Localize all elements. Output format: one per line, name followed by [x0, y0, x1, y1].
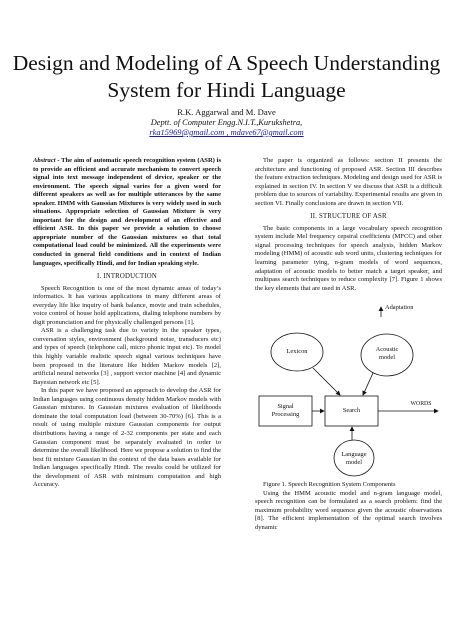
- lexicon-to-search-arrow: [313, 368, 340, 395]
- right-column: [255, 157, 442, 532]
- signal-processing-label: [259, 403, 312, 418]
- abstract-body: The aim of automatic speech recognition system (ASR) is to provide an efficient and accurate mechanism to convert speech signal into text message independent of device, speaker or the environment. The speech signal varies for a given word for different speakers as well as for multiple utterances by the same speaker. HMM with Gaussian Mixtures is very widely used in such situations. Appropriate selection of Gaussian Mixture is very important for the design and development of an effective and efficient ASR. In this paper we provide a solution to choose appropriate number of the Gaussian mixtures so that total computational load could be minimized. All the experiments were conducted in general field conditions and in context of Indian languages, specifically Hindi, and for Indian speaking style.: [33, 157, 221, 267]
- search-paragraph: Using the HMM acoustic model and n-gram language model, speech recognition can be formulated as a search problem: find the maximum probability word sequence given the acoustic observations [8]. The efficient implementation of the optimal search involves dynamic: [255, 489, 442, 531]
- author-names: R.K. Aggarwal and M. Dave: [177, 107, 276, 117]
- acoustic-to-search-arrow: [363, 373, 373, 395]
- acoustic-model-label: [361, 346, 413, 361]
- intro-paragraph-2: ASR is a challenging task due to variety in the speaker types, conversation styles, environment (background noise, transducers etc) and types of speech (telephone call, micro phonic input etc). To model this highly variable realistic speech signal various techniques have been proposed in the literature like hidden Markov models [2], artificial neural networks [3] , support vector machine [4] and dynamic Bayesian network etc [5].: [33, 327, 221, 386]
- organization-paragraph: The paper is organized as follows: section II presents the architecture and functioning of proposed ASR. Section III describes the feature extraction techniques. Modeling and design used for ASR is explained in section IV. In section V we discuss that ASR is a difficult problem due to sources of variability. Experimental results are given in section VI. Finally conclusions are drawn in section VII.: [255, 157, 442, 207]
- words-label: WORDS: [410, 401, 432, 408]
- acoustic-model-label-line1: Acoustic: [375, 346, 399, 354]
- signal-processing-label-line1: Signal: [277, 403, 294, 411]
- intro-paragraph-3: In this paper we have proposed an approach to develop the ASR for Indian languages using continuous density hidden Markov models with Gaussian mixtures. In Gaussian mixtures evaluation of likelihoods dominate the total computation load (between 30-70%) [6]. This is a result of using multiple mixture Gaussian components for output distributions having a range of 2-32 components per state and each Gaussian component must be separately evaluated in order to determine the overall likelihood. Here we propose a solution to find the best fit mixture Gaussian in the context of the data bases available for Indian languages specifically Hindi. The results could be utilized for the development of ASR with minimum computation and high Accuracy.: [33, 387, 221, 489]
- language-model-label-line1: Language: [341, 451, 367, 459]
- section-heading-introduction: I. INTRODUCTION: [96, 273, 157, 281]
- left-column: [33, 157, 221, 490]
- intro-paragraph-1: Speech Recognition is one of the most dynamic areas of today’s informatics. It has various applications in many different areas of everyday life like inquiry of bank balance, movie and train schedules, voice control of house hold applications, dialing telephone numbers by digit pronunciation and for physically challenged persons [1].: [33, 284, 221, 326]
- figure-caption: Figure 1. Speech Recognition System Components: [263, 481, 396, 489]
- author-emails[interactable]: rka15969@gmail.com , mdave67@gmail.com: [149, 128, 304, 137]
- section-heading-structure: II. STRUCTURE OF ASR: [310, 213, 387, 221]
- affiliation: Deptt. of Computer Engg.N.I.T.,Kurukshetra,: [150, 117, 303, 127]
- adaptation-label: Adaptation: [385, 304, 414, 312]
- paper-title: Design and Modeling of A Speech Understanding System for Hindi Language: [12, 51, 441, 102]
- search-label: Search: [342, 407, 361, 415]
- lexicon-label: Lexicon: [286, 348, 308, 356]
- structure-paragraph: The basic components in a large vocabulary speech recognition system include Mel frequency cepstral coefficients (MFCC) and other signal processing techniques for speech analysis, hidden Markov modeling (HMM) of acoustic sub word units, clustering techniques for learning parameter tying, n-gram models of word sequences, adaptation of acoustic models to better match a target speaker, and multipass search techniques to reduce complexity [7]. Figure 1 shows the key elements that are used in ASR.: [255, 224, 442, 292]
- author-block: [80, 107, 373, 139]
- language-model-label-line2: model: [346, 458, 362, 466]
- abstract-lead: Abstract -: [33, 157, 60, 164]
- acoustic-model-label-line2: model: [379, 353, 395, 361]
- language-model-label: [334, 451, 374, 466]
- abstract: [33, 157, 221, 268]
- figure-asr-components: [255, 297, 442, 479]
- signal-processing-label-line2: Processing: [271, 410, 300, 418]
